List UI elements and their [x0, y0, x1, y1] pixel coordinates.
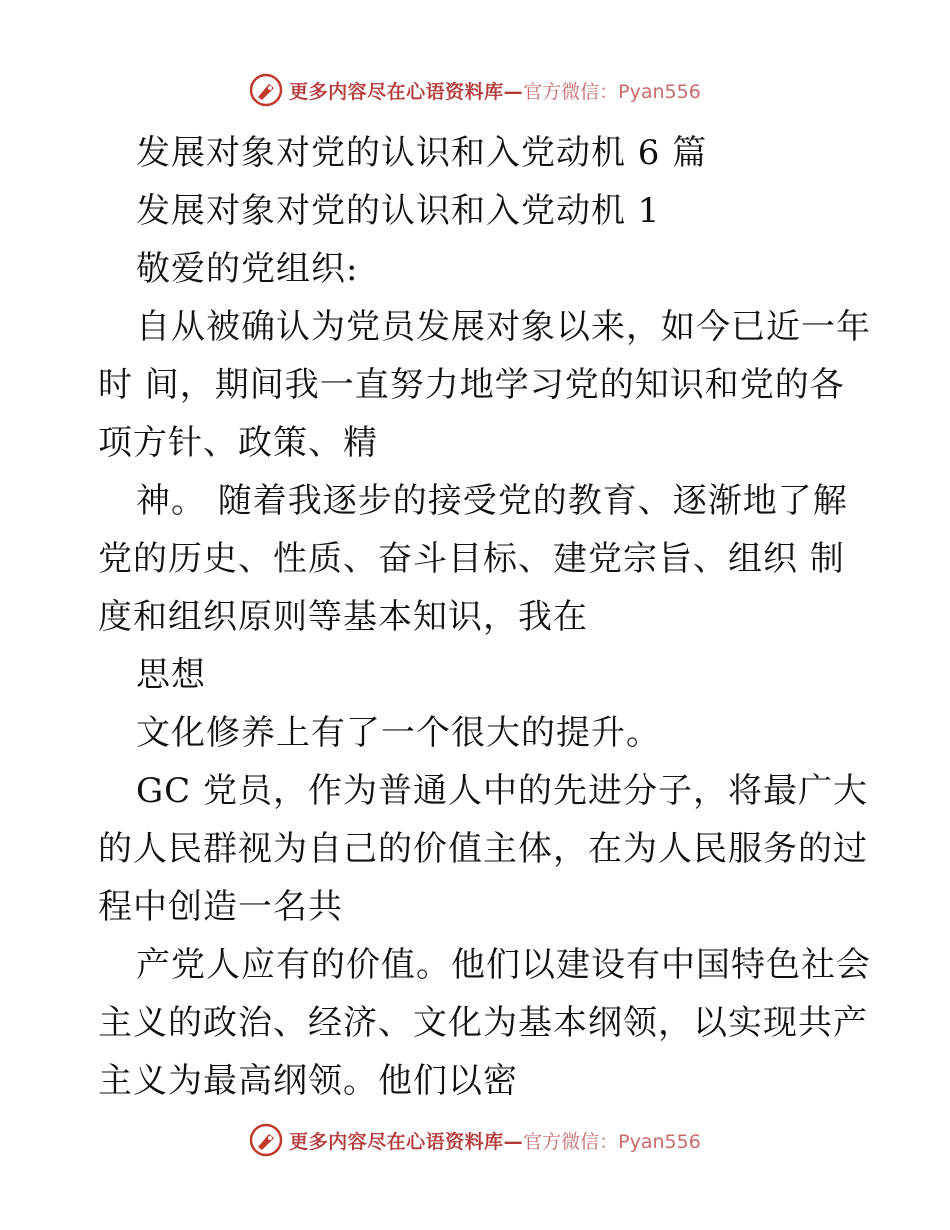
pen-nib-logo-icon: [249, 73, 283, 107]
banner-wechat: 官方微信：Pyan556: [523, 1130, 701, 1153]
doc-line: GC 党员，作为普通人中的先进分子，将最广大: [136, 771, 868, 811]
banner-wechat: 官方微信：Pyan556: [523, 80, 701, 103]
doc-line: 项方针、政策、精: [98, 423, 378, 463]
doc-line: 的人民群视为自己的价值主体，在为人民服务的过: [98, 829, 868, 869]
doc-line: 程中创造一名共: [98, 887, 343, 927]
doc-line: 自从被确认为党员发展对象以来，如今已近一年: [136, 307, 871, 347]
pen-nib-logo-icon: [249, 1123, 283, 1157]
banner-text: 更多内容尽在心语资料库—: [289, 80, 524, 103]
doc-line: 主义为最高纲领。他们以密: [98, 1061, 518, 1101]
header-banner: [0, 70, 950, 110]
doc-line: 时 间，期间我一直努力地学习党的知识和党的各: [98, 365, 845, 405]
doc-line: 主义的政治、经济、文化为基本纲领，以实现共产: [98, 1003, 868, 1043]
doc-line: 神。 随着我逐步的接受党的教育、逐渐地了解: [136, 481, 848, 521]
doc-line: 度和组织原则等基本知识，我在: [98, 597, 588, 637]
doc-line: 发展对象对党的认识和入党动机 1: [136, 191, 661, 231]
doc-line: 发展对象对党的认识和入党动机 6 篇: [136, 133, 708, 173]
doc-line: 思想: [136, 655, 206, 695]
doc-line: 党的历史、性质、奋斗目标、建党宗旨、组织 制: [98, 539, 845, 579]
document-body: [98, 124, 871, 1110]
banner-text: 更多内容尽在心语资料库—: [289, 1130, 524, 1153]
footer-banner: [0, 1120, 950, 1160]
doc-line: 产党人应有的价值。他们以建设有中国特色社会: [136, 945, 871, 985]
doc-line: 敬爱的党组织:: [136, 249, 359, 289]
doc-line: 文化修养上有了一个很大的提升。: [136, 713, 661, 753]
